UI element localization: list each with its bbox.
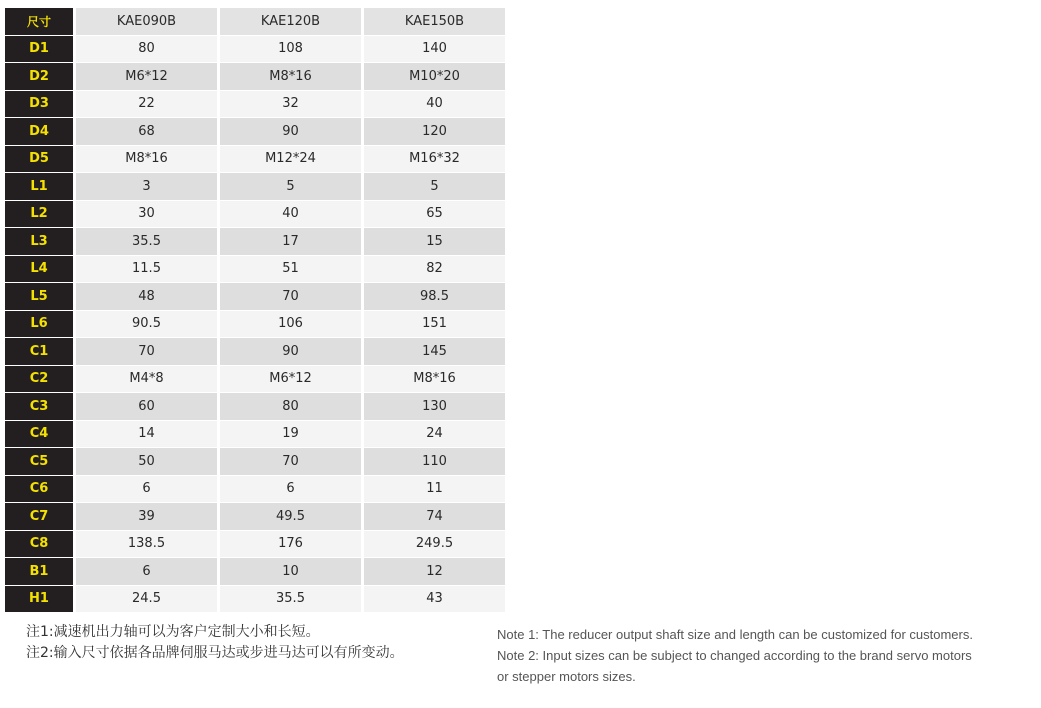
value-cell: 24.5	[76, 586, 217, 614]
value-cell: 40	[364, 91, 505, 119]
table-row	[5, 228, 505, 256]
column-header-kae120b: KAE120B	[220, 8, 361, 36]
row-label-cell: C5	[5, 448, 73, 476]
value-cell: 138.5	[76, 531, 217, 559]
value-cell: 24	[364, 421, 505, 449]
value-cell: 151	[364, 311, 505, 339]
table-row	[5, 503, 505, 531]
value-cell: 90	[220, 338, 361, 366]
note-cn-2: 注2:输入尺寸依据各品牌伺服马达或步进马达可以有所变动。	[26, 645, 404, 661]
row-label-cell: C1	[5, 338, 73, 366]
value-cell: M4*8	[76, 366, 217, 394]
table-row	[5, 393, 505, 421]
value-cell: 48	[76, 283, 217, 311]
value-cell: 35.5	[220, 586, 361, 614]
table-row	[5, 531, 505, 559]
value-cell: 10	[220, 558, 361, 586]
value-cell: 30	[76, 201, 217, 229]
table-row	[5, 91, 505, 119]
notes-chinese	[26, 622, 404, 664]
row-label-cell: C4	[5, 421, 73, 449]
table-row	[5, 256, 505, 284]
value-cell: 74	[364, 503, 505, 531]
value-cell: 80	[76, 36, 217, 64]
table-row	[5, 173, 505, 201]
value-cell: 40	[220, 201, 361, 229]
row-label-cell: D1	[5, 36, 73, 64]
value-cell: 15	[364, 228, 505, 256]
column-header-kae090b: KAE090B	[76, 8, 217, 36]
value-cell: 22	[76, 91, 217, 119]
row-label-cell: C3	[5, 393, 73, 421]
table-header-row	[5, 8, 505, 36]
value-cell: M10*20	[364, 63, 505, 91]
table-row	[5, 586, 505, 614]
value-cell: 98.5	[364, 283, 505, 311]
row-label-cell: C2	[5, 366, 73, 394]
table-row	[5, 421, 505, 449]
dimension-table-body	[5, 8, 505, 613]
table-row	[5, 366, 505, 394]
row-label-cell: D3	[5, 91, 73, 119]
value-cell: 5	[220, 173, 361, 201]
value-cell: M8*16	[76, 146, 217, 174]
row-label-cell: C8	[5, 531, 73, 559]
row-label-cell: B1	[5, 558, 73, 586]
value-cell: M8*16	[220, 63, 361, 91]
value-cell: 49.5	[220, 503, 361, 531]
table-row	[5, 311, 505, 339]
value-cell: 108	[220, 36, 361, 64]
value-cell: 12	[364, 558, 505, 586]
value-cell: 43	[364, 586, 505, 614]
value-cell: 249.5	[364, 531, 505, 559]
value-cell: M6*12	[76, 63, 217, 91]
value-cell: 70	[220, 283, 361, 311]
note-en-1: Note 1: The reducer output shaft size and length can be customized for customers.	[497, 627, 973, 642]
value-cell: 35.5	[76, 228, 217, 256]
value-cell: 106	[220, 311, 361, 339]
table-row	[5, 63, 505, 91]
value-cell: 110	[364, 448, 505, 476]
value-cell: M8*16	[364, 366, 505, 394]
value-cell: 19	[220, 421, 361, 449]
value-cell: 14	[76, 421, 217, 449]
value-cell: 32	[220, 91, 361, 119]
table-row	[5, 338, 505, 366]
value-cell: 90.5	[76, 311, 217, 339]
table-row	[5, 476, 505, 504]
value-cell: 120	[364, 118, 505, 146]
value-cell: 3	[76, 173, 217, 201]
value-cell: 51	[220, 256, 361, 284]
value-cell: 11.5	[76, 256, 217, 284]
row-label-cell: C7	[5, 503, 73, 531]
table-row	[5, 36, 505, 64]
row-label-cell: C6	[5, 476, 73, 504]
row-label-cell: L4	[5, 256, 73, 284]
row-label-cell: L2	[5, 201, 73, 229]
dimension-table	[2, 8, 508, 613]
row-label-cell: L5	[5, 283, 73, 311]
value-cell: 80	[220, 393, 361, 421]
row-label-cell: H1	[5, 586, 73, 614]
value-cell: 65	[364, 201, 505, 229]
row-label-cell: L1	[5, 173, 73, 201]
value-cell: 6	[76, 476, 217, 504]
value-cell: 145	[364, 338, 505, 366]
value-cell: M12*24	[220, 146, 361, 174]
row-label-cell: D2	[5, 63, 73, 91]
row-label-cell: D5	[5, 146, 73, 174]
value-cell: 6	[220, 476, 361, 504]
value-cell: 176	[220, 531, 361, 559]
table-row	[5, 283, 505, 311]
value-cell: 70	[220, 448, 361, 476]
note-en-3: or stepper motors sizes.	[497, 669, 636, 684]
column-header-kae150b: KAE150B	[364, 8, 505, 36]
row-label-cell: L6	[5, 311, 73, 339]
value-cell: 70	[76, 338, 217, 366]
value-cell: 39	[76, 503, 217, 531]
note-cn-1: 注1:减速机出力轴可以为客户定制大小和长短。	[26, 624, 320, 640]
table-row	[5, 118, 505, 146]
value-cell: 60	[76, 393, 217, 421]
row-label-cell: D4	[5, 118, 73, 146]
value-cell: 68	[76, 118, 217, 146]
value-cell: M6*12	[220, 366, 361, 394]
value-cell: 140	[364, 36, 505, 64]
table-row	[5, 448, 505, 476]
value-cell: 130	[364, 393, 505, 421]
value-cell: 6	[76, 558, 217, 586]
value-cell: 50	[76, 448, 217, 476]
notes-english	[497, 624, 1037, 687]
value-cell: M16*32	[364, 146, 505, 174]
value-cell: 17	[220, 228, 361, 256]
note-en-2: Note 2: Input sizes can be subject to changed according to the brand servo motors	[497, 648, 972, 663]
value-cell: 90	[220, 118, 361, 146]
table-row	[5, 201, 505, 229]
value-cell: 82	[364, 256, 505, 284]
value-cell: 5	[364, 173, 505, 201]
row-label-cell: L3	[5, 228, 73, 256]
header-label-cell: 尺寸	[5, 8, 73, 36]
table-row	[5, 558, 505, 586]
table-row	[5, 146, 505, 174]
value-cell: 11	[364, 476, 505, 504]
